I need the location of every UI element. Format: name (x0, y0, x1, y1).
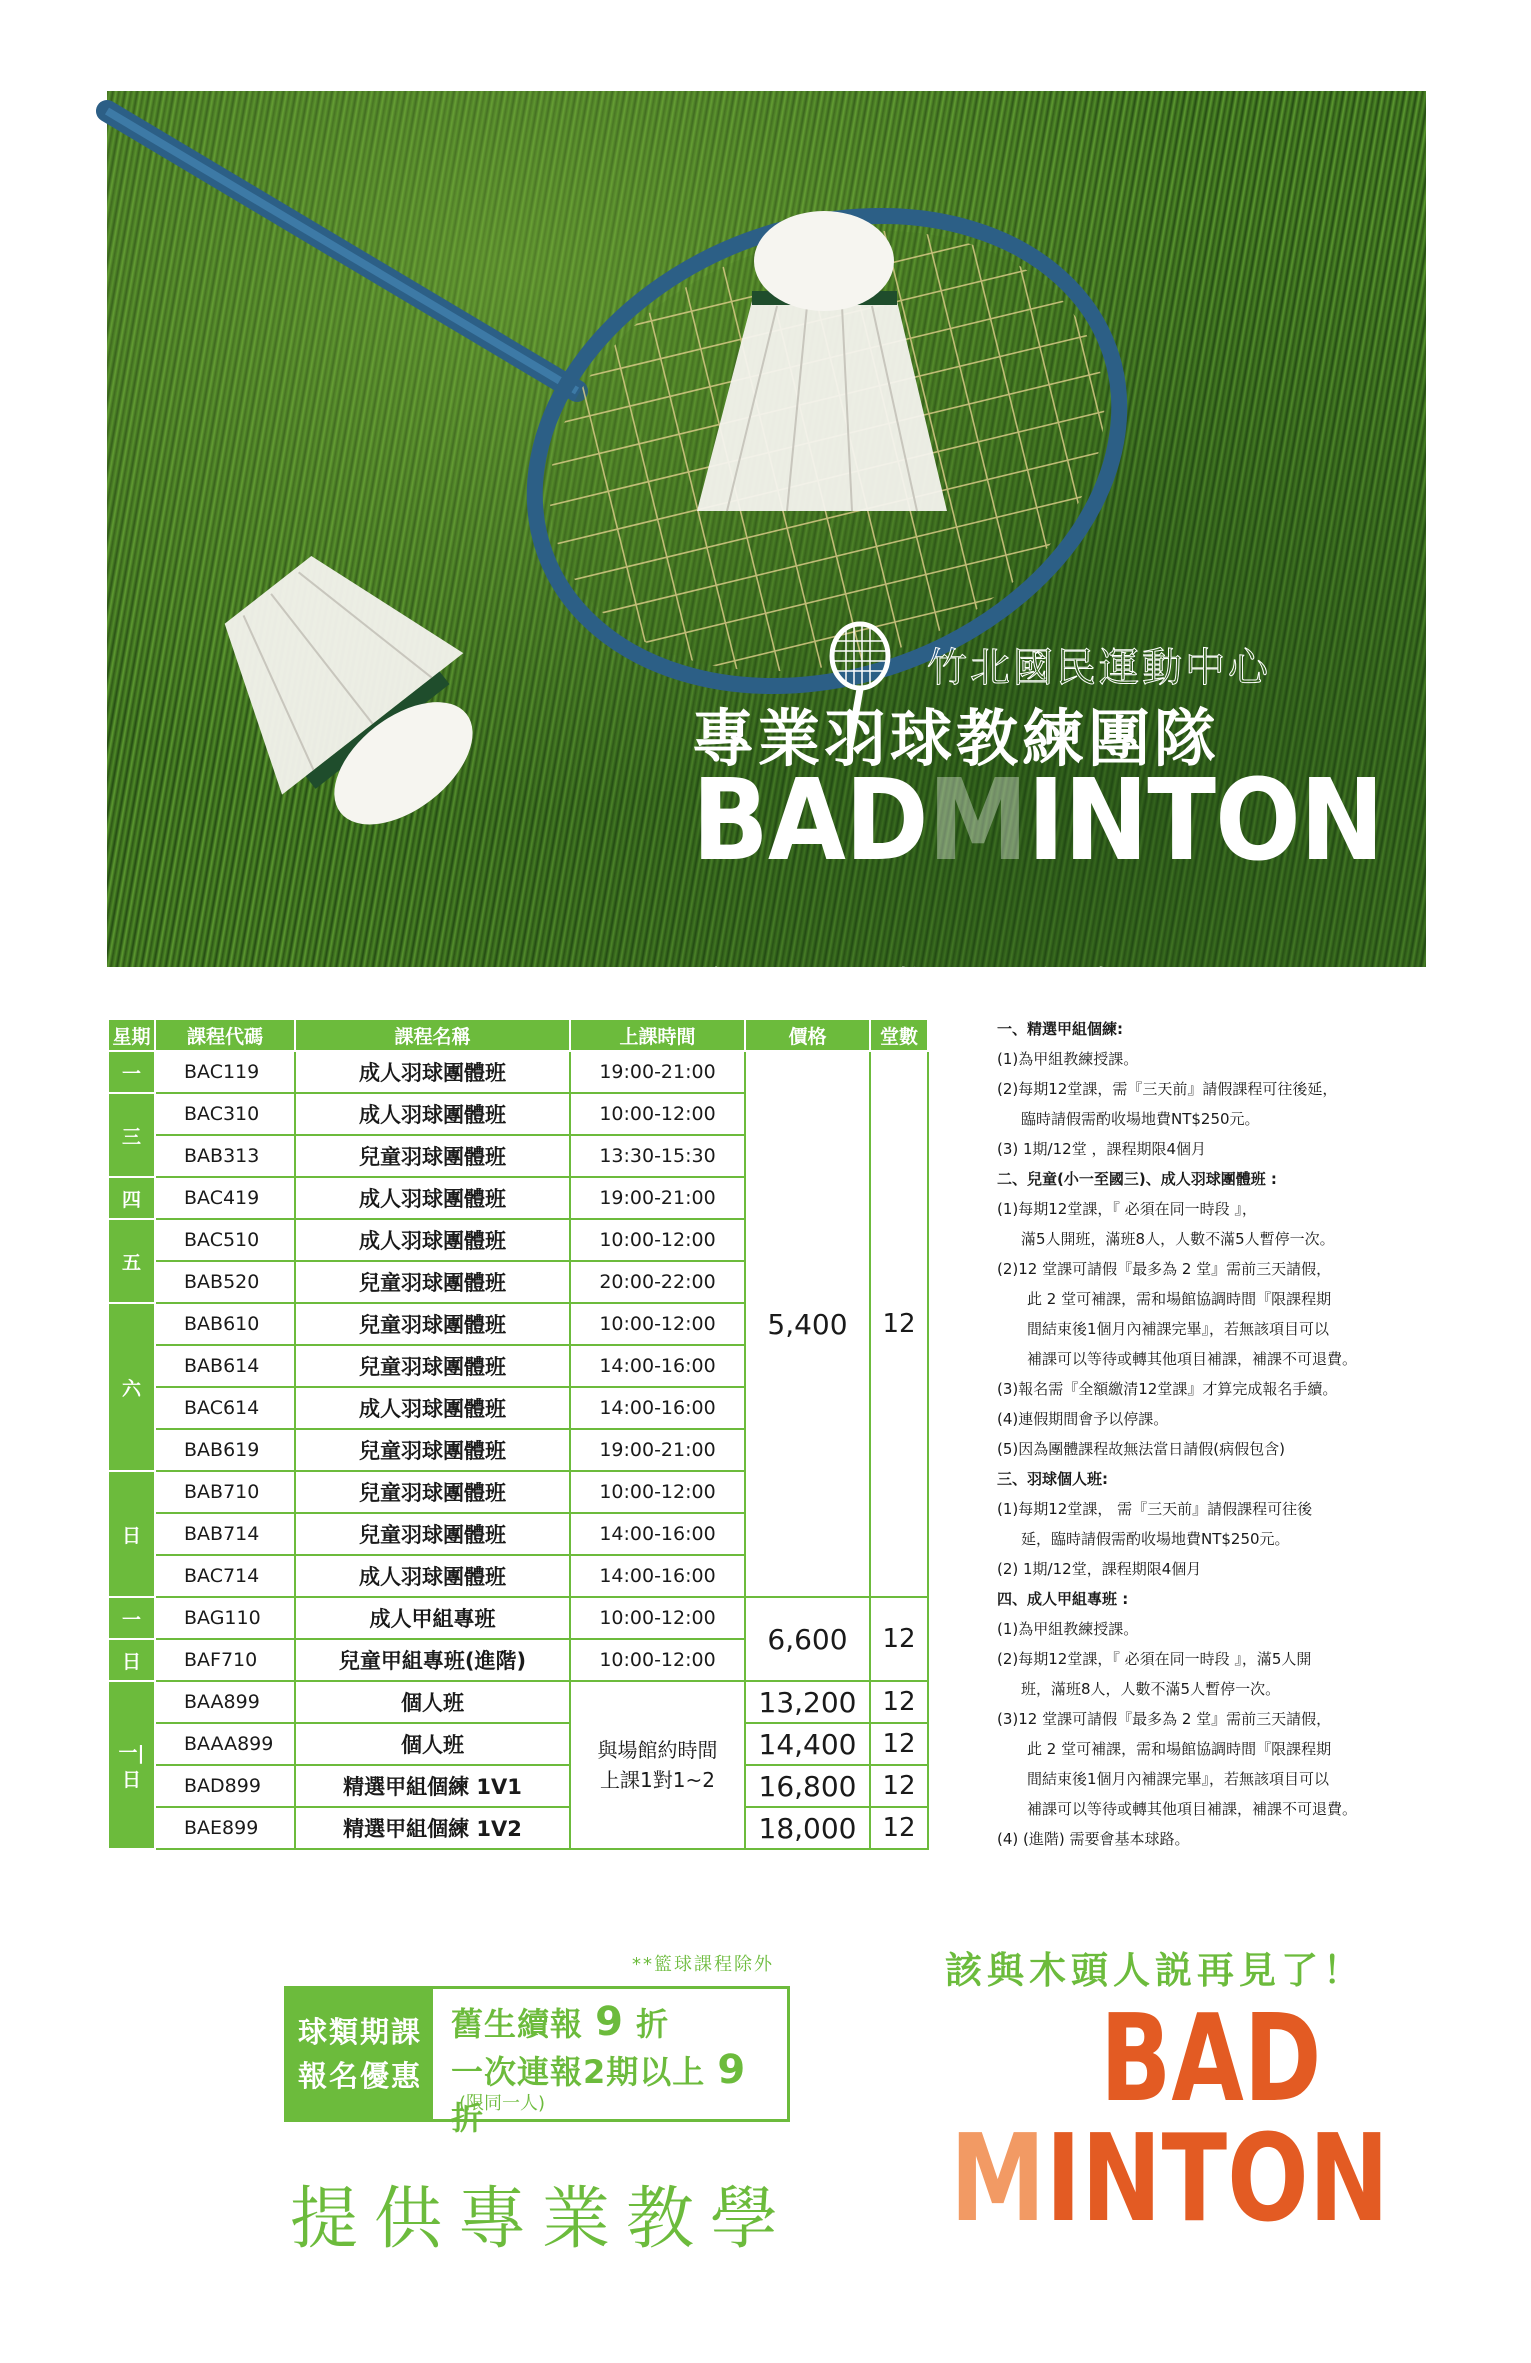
course-time: 10:00-12:00 (570, 1093, 745, 1135)
hero-english-a: BAD (692, 756, 928, 886)
day-cell: 三 (108, 1093, 155, 1177)
course-name: 兒童羽球團體班 (295, 1135, 570, 1177)
day-cell: 一 (108, 1051, 155, 1093)
day-cell: 四 (108, 1177, 155, 1219)
course-schedule-table (107, 1018, 929, 1850)
course-name: 個人班 (295, 1681, 570, 1723)
promo-label (287, 1989, 433, 2119)
course-code: BAC419 (155, 1177, 295, 1219)
course-code: BAF710 (155, 1639, 295, 1681)
notes-line: 臨時請假需酌收場地費NT$250元。 (1021, 1110, 1260, 1128)
course-code: BAE899 (155, 1807, 295, 1849)
course-count: 12 (870, 1807, 928, 1849)
table-row (108, 1723, 928, 1765)
course-code: BAC714 (155, 1555, 295, 1597)
notes-line: 間結束後1個月內補課完畢』，若無該項目可以 (1027, 1770, 1330, 1788)
course-code: BAG110 (155, 1597, 295, 1639)
course-name: 個人班 (295, 1723, 570, 1765)
offer2-text: 一次連報2期以上 (451, 2053, 706, 2091)
notes-line: (2)12 堂課可請假『最多為 2 堂』需前三天請假， (997, 1260, 1332, 1278)
notes-line: (4) (進階) 需要會基本球路。 (997, 1830, 1190, 1848)
promo-offer-returning (451, 1999, 669, 2045)
notes-line: 延，臨時請假需酌收場地費NT$250元。 (1021, 1530, 1290, 1548)
course-code: BAB313 (155, 1135, 295, 1177)
notes-section-title: 一、精選甲組個練: (997, 1020, 1123, 1038)
table-row (108, 1597, 928, 1639)
course-time: 14:00-16:00 (570, 1387, 745, 1429)
notes-line: 補課可以等待或轉其他項目補課，補課不可退費。 (1027, 1800, 1358, 1818)
course-time: 10:00-12:00 (570, 1471, 745, 1513)
promo-limit-note: (限同一人) (459, 2093, 546, 2114)
course-code: BAB614 (155, 1345, 295, 1387)
course-code: BAB710 (155, 1471, 295, 1513)
notes-line: (2)每期12堂課，『 必須在同一時段 』，滿5人開 (997, 1650, 1312, 1668)
notes-line: 此 2 堂可補課，需和場館協調時間『限課程期 (1027, 1290, 1332, 1308)
course-name: 兒童甲組專班(進階) (295, 1639, 570, 1681)
course-price: 13,200 (745, 1681, 870, 1723)
course-name: 成人羽球團體班 (295, 1177, 570, 1219)
promo-label-line2: 報名優惠 (297, 2059, 422, 2093)
consult-line-2: 上課1對1~2 (600, 1768, 715, 1792)
course-name: 兒童羽球團體班 (295, 1513, 570, 1555)
notes-line: (1)每期12堂課，『 必須在同一時段 』， (997, 1200, 1257, 1218)
hero-english-title (692, 756, 1383, 886)
course-time: 10:00-12:00 (570, 1303, 745, 1345)
course-name: 成人甲組專班 (295, 1597, 570, 1639)
special-price: 6,600 (745, 1597, 870, 1681)
course-time: 10:00-12:00 (570, 1597, 745, 1639)
course-count: 12 (870, 1723, 928, 1765)
day-cell: 一 (108, 1597, 155, 1639)
notes-line: (1)為甲組教練授課。 (997, 1620, 1139, 1638)
hero-title: 專業羽球教練團隊 (692, 702, 1221, 775)
hero-tagline: 館內最熱門球類項目 (697, 965, 1291, 1000)
course-time: 14:00-16:00 (570, 1555, 745, 1597)
notes-section-title: 二、兒童(小一至國三)、成人羽球團體班 : (997, 1170, 1277, 1188)
course-name: 兒童羽球團體班 (295, 1303, 570, 1345)
course-time: 14:00-16:00 (570, 1513, 745, 1555)
promo-box (284, 1986, 790, 2137)
course-name: 成人羽球團體班 (295, 1555, 570, 1597)
course-count: 12 (870, 1681, 928, 1723)
offer2-unit: 折 (451, 2099, 485, 2137)
course-code: BAC310 (155, 1093, 295, 1135)
course-price: 16,800 (745, 1765, 870, 1807)
consult-time (570, 1681, 745, 1849)
course-name: 兒童羽球團體班 (295, 1429, 570, 1471)
day-cell: 日 (108, 1639, 155, 1681)
basketball-exclusion-note: **籃球課程除外 (632, 1954, 774, 1975)
header-count: 堂數 (870, 1019, 928, 1051)
course-name: 兒童羽球團體班 (295, 1471, 570, 1513)
notes-line: 班，滿班8人，人數不滿5人暫停一次。 (1021, 1680, 1281, 1698)
course-time: 19:00-21:00 (570, 1177, 745, 1219)
table-row (108, 1681, 928, 1723)
hero-english-b: M (927, 756, 1028, 886)
footer-minton-rest: INTON (1045, 2110, 1390, 2249)
course-code: BAA899 (155, 1681, 295, 1723)
notes-line: (2)每期12堂課，需『三天前』請假課程可往後延， (997, 1080, 1338, 1098)
notes-section-title: 三、羽球個人班: (997, 1470, 1108, 1488)
notes-line: 補課可以等待或轉其他項目補課，補課不可退費。 (1027, 1350, 1358, 1368)
notes-line: (4)連假期間會予以停課。 (997, 1410, 1169, 1428)
course-code: BAB619 (155, 1429, 295, 1471)
course-code: BAAA899 (155, 1723, 295, 1765)
notes-section-title: 四、成人甲組專班 : (997, 1590, 1129, 1608)
course-time: 20:00-22:00 (570, 1261, 745, 1303)
header-day: 星期 (108, 1019, 155, 1051)
professional-teaching-text: 提供專業教學 (290, 2180, 795, 2259)
day-cell: 一|日 (108, 1681, 155, 1849)
table-row (108, 1765, 928, 1807)
course-notes (997, 1014, 1417, 1854)
day-cell: 日 (108, 1471, 155, 1597)
consult-line-1: 與場館約時間 (597, 1738, 718, 1762)
offer1-text: 舊生續報 (451, 2005, 584, 2043)
table-header-row (108, 1019, 928, 1051)
course-name: 成人羽球團體班 (295, 1051, 570, 1093)
table-row (108, 1807, 928, 1849)
hero-photo (107, 91, 1426, 1000)
header-name: 課程名稱 (295, 1019, 570, 1051)
notes-line: (1)為甲組教練授課。 (997, 1050, 1139, 1068)
special-count: 12 (870, 1597, 928, 1681)
offer1-unit: 折 (636, 2005, 670, 2043)
header-time: 上課時間 (570, 1019, 745, 1051)
footer-minton (950, 2110, 1390, 2249)
course-name: 成人羽球團體班 (295, 1219, 570, 1261)
course-name: 精選甲組個練 1V1 (295, 1765, 570, 1807)
slogan: 該與木頭人説再見了！ (945, 1949, 1365, 1992)
promo-label-line1: 球類期課 (297, 2015, 422, 2049)
course-name: 成人羽球團體班 (295, 1387, 570, 1429)
notes-line: 間結束後1個月內補課完畢』，若無該項目可以 (1027, 1320, 1330, 1338)
footer-minton-m: M (950, 2110, 1046, 2249)
course-time: 19:00-21:00 (570, 1051, 745, 1093)
header-price: 價格 (745, 1019, 870, 1051)
course-price: 14,400 (745, 1723, 870, 1765)
course-code: BAD899 (155, 1765, 295, 1807)
course-count: 12 (870, 1765, 928, 1807)
course-name: 成人羽球團體班 (295, 1093, 570, 1135)
notes-line: (1)每期12堂課， 需『三天前』請假課程可往後 (997, 1500, 1313, 1518)
course-code: BAB714 (155, 1513, 295, 1555)
offer1-num: 9 (595, 1999, 624, 2045)
notes-line: (2) 1期/12堂，課程期限4個月 (997, 1560, 1202, 1578)
group-count: 12 (870, 1051, 928, 1597)
offer2-num: 9 (717, 2047, 747, 2093)
table-row (108, 1051, 928, 1093)
course-code: BAB610 (155, 1303, 295, 1345)
course-time: 19:00-21:00 (570, 1429, 745, 1471)
course-name: 精選甲組個練 1V2 (295, 1807, 570, 1849)
course-code: BAC614 (155, 1387, 295, 1429)
notes-line: 此 2 堂可補課，需和場館協調時間『限課程期 (1027, 1740, 1332, 1758)
course-time: 10:00-12:00 (570, 1639, 745, 1681)
notes-line: 滿5人開班，滿班8人，人數不滿5人暫停一次。 (1021, 1230, 1335, 1248)
notes-line: (5)因為團體課程故無法當日請假(病假包含) (997, 1440, 1285, 1458)
footer-bad: BAD (1100, 1990, 1322, 2129)
course-code: BAC119 (155, 1051, 295, 1093)
course-time: 10:00-12:00 (570, 1219, 745, 1261)
group-price: 5,400 (745, 1051, 870, 1597)
course-price: 18,000 (745, 1807, 870, 1849)
header-code: 課程代碼 (155, 1019, 295, 1051)
course-time: 13:30-15:30 (570, 1135, 745, 1177)
course-name: 兒童羽球團體班 (295, 1261, 570, 1303)
course-time: 14:00-16:00 (570, 1345, 745, 1387)
notes-line: (3)報名需『全額繳清12堂課』才算完成報名手續。 (997, 1380, 1338, 1398)
notes-line: (3) 1期/12堂 ，課程期限4個月 (997, 1140, 1207, 1158)
course-code: BAC510 (155, 1219, 295, 1261)
course-name: 兒童羽球團體班 (295, 1345, 570, 1387)
day-cell: 五 (108, 1219, 155, 1303)
notes-line: (3)12 堂課可請假『最多為 2 堂』需前三天請假， (997, 1710, 1332, 1728)
day-cell: 六 (108, 1303, 155, 1471)
hero-english-c: INTON (1027, 756, 1384, 886)
hero-subtitle: 竹北國民運動中心 (927, 645, 1271, 691)
course-code: BAB520 (155, 1261, 295, 1303)
